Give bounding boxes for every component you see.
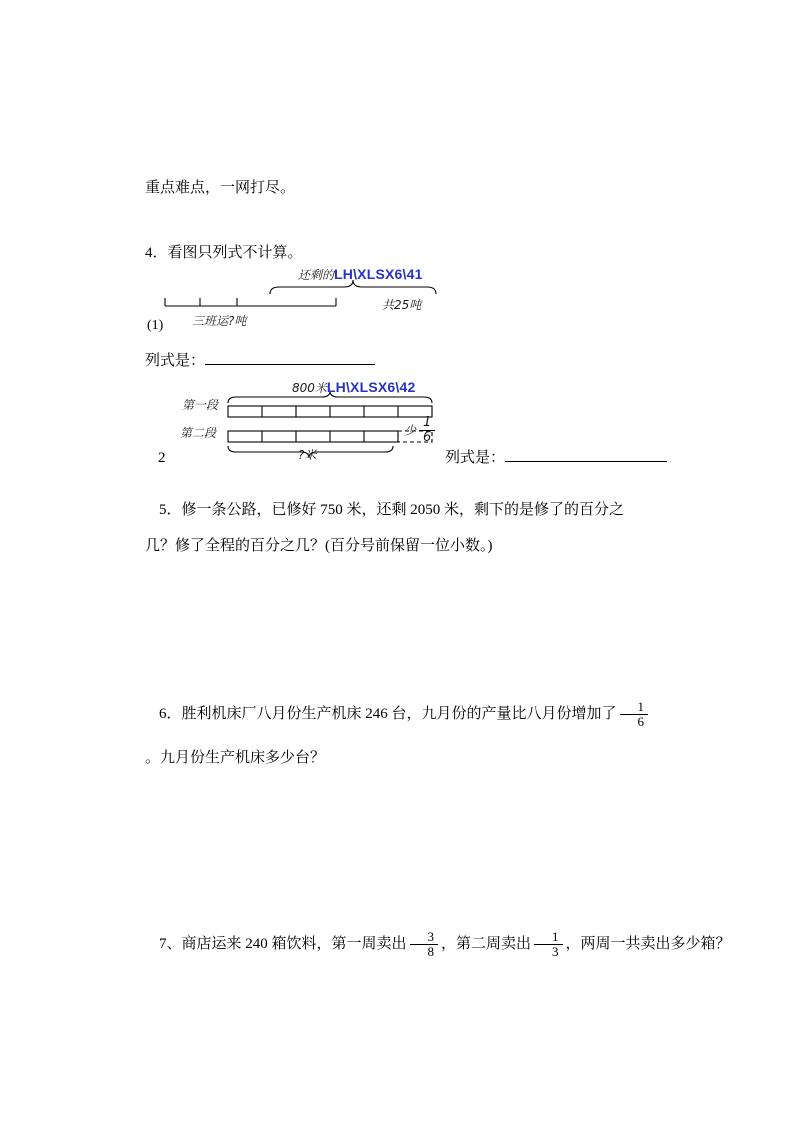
expression-blank-1 — [205, 350, 375, 365]
d1-top-annotation-text: 还剩的 — [298, 268, 335, 282]
expression-blank-2 — [505, 447, 667, 462]
d1-right-annotation: 共25吨 — [382, 298, 422, 312]
expression-line-2 — [445, 446, 667, 467]
q7-fraction1-numerator: 3 — [427, 928, 435, 944]
d2-bar2-label: 第二段 — [180, 426, 217, 440]
d2-fraction-denominator: 6 — [419, 430, 435, 445]
d2-bar1-label: 第一段 — [182, 398, 219, 412]
q7-text-2: ，第二周卖出 — [441, 936, 532, 952]
q4-title: 4．看图只列式不计算。 — [145, 245, 303, 261]
d1-part-label: (1) — [147, 318, 164, 333]
q7-fraction-1 — [410, 930, 439, 960]
q6-text-before: 6．胜利机床厂八月份生产机床 246 台，九月份的产量比八月份增加了 — [159, 706, 617, 722]
q7-fraction2-denominator: 3 — [534, 944, 563, 959]
d2-top-annotation-text: 800米 — [292, 381, 327, 395]
d2-bar-2 — [228, 431, 398, 442]
q7-fraction1-denominator: 8 — [410, 944, 439, 959]
d1-top-annotation — [298, 266, 423, 283]
q7-fraction2-numerator: 1 — [552, 928, 559, 944]
q6-fraction-numerator: 1 — [637, 698, 645, 714]
intro-text: 重点难点，一网打尽。 — [145, 180, 296, 196]
q6-text-after: 。九月份生产机床多少台？ — [145, 750, 326, 766]
d2-fraction-numerator: 1 — [423, 415, 432, 430]
expression-label-2: 列式是： — [445, 450, 506, 466]
q6-fraction-denominator: 6 — [620, 714, 649, 729]
q7-text-3: ，两周一共卖出多少箱？ — [565, 936, 731, 952]
d2-fraction — [419, 416, 435, 446]
d2-side-number: 2 — [158, 450, 166, 466]
question-6 — [145, 692, 660, 780]
d2-fraction-annotation — [404, 416, 438, 446]
d2-fraction-prefix: 少 — [404, 423, 417, 438]
q7-text-1: 7、商店运来 240 箱饮料，第一周卖出 — [159, 936, 407, 952]
d2-placeholder-code: LH\XLSX6\42 — [326, 379, 416, 395]
question-5: 5．修一条公路，已修好 750 米，还剩 2050 米，剩下的是修了的百分之几？修了全程的百分之几？(百分号前保留一位小数。) — [145, 502, 625, 554]
question-7 — [145, 922, 785, 966]
d2-top-annotation — [292, 379, 415, 396]
q6-fraction — [620, 700, 649, 730]
expression-label-1: 列式是： — [145, 353, 206, 369]
q7-fraction-2 — [534, 930, 563, 960]
d1-bottom-annotation: 三班运?吨 — [192, 314, 247, 328]
d1-placeholder-code: LH\XLSX6\41 — [334, 266, 423, 282]
d2-bottom-annotation: ?米 — [298, 448, 317, 462]
expression-line-1 — [145, 349, 375, 370]
